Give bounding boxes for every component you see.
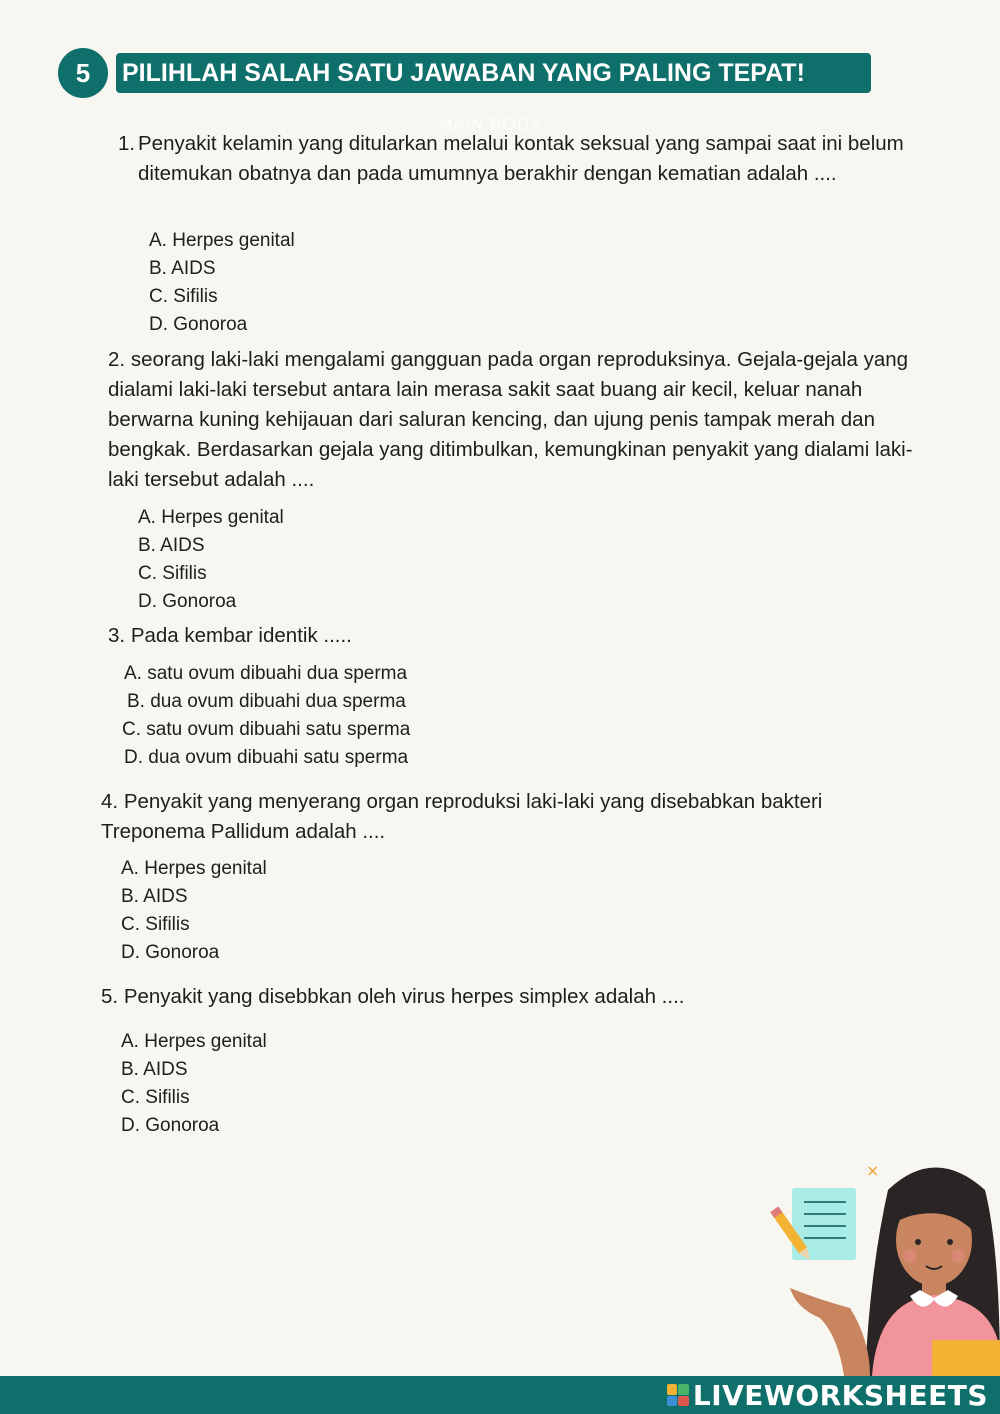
- question-4: [101, 787, 901, 847]
- option-c[interactable]: C. satu ovum dibuahi satu sperma: [122, 719, 411, 740]
- option-b[interactable]: B. AIDS: [121, 1059, 188, 1080]
- question-3-text: Pada kembar identik .....: [130, 624, 352, 647]
- girl-illustration: [760, 1150, 1000, 1376]
- question-4-number: 4.: [101, 790, 119, 813]
- question-5-number: 5.: [101, 985, 119, 1008]
- question-3-options: [122, 660, 410, 772]
- question-4-options: [121, 855, 267, 967]
- option-a[interactable]: A. satu ovum dibuahi dua sperma: [124, 663, 408, 684]
- option-c[interactable]: C. Sifilis: [121, 914, 190, 935]
- question-1-options: [149, 227, 295, 339]
- question-5-text: Penyakit yang disebbkan oleh virus herpes simplex adalah ....: [123, 985, 685, 1008]
- option-a[interactable]: A. Herpes genital: [121, 1031, 267, 1052]
- question-2-options: [138, 504, 284, 616]
- option-c[interactable]: C. Sifilis: [138, 563, 207, 584]
- option-d[interactable]: D. Gonoroa: [121, 1115, 220, 1136]
- question-5: [101, 982, 901, 1012]
- option-a[interactable]: A. Herpes genital: [138, 507, 284, 528]
- section-title: PILIHLAH SALAH SATU JAWABAN YANG PALING TEPAT!: [116, 53, 871, 93]
- section-number-badge: 5: [58, 48, 108, 98]
- question-2: [108, 345, 923, 495]
- option-d[interactable]: D. Gonoroa: [149, 314, 248, 335]
- question-1: [118, 129, 918, 189]
- sparkle-icon: ×: [866, 1161, 880, 1180]
- option-a[interactable]: A. Herpes genital: [121, 858, 267, 879]
- question-5-options: [121, 1028, 267, 1140]
- question-2-number: 2.: [108, 348, 126, 371]
- option-b[interactable]: B. dua ovum dibuahi dua sperma: [127, 691, 406, 712]
- liveworksheets-logo-icon: [667, 1384, 689, 1406]
- question-3: [108, 621, 908, 651]
- option-b[interactable]: B. AIDS: [121, 886, 188, 907]
- liveworksheets-brand[interactable]: [667, 1376, 988, 1414]
- question-2-text: seorang laki-laki mengalami gangguan pada organ reproduksinya. Gejala-gejala yang dialami laki-laki tersebut antara lain merasa sakit saat buang air kecil, keluar nanah berwarna kuning kehijauan dari saluran kencing, dan ujung penis tampak merah dan bengkak. Berdasarkan gejala yang ditimbulkan, kemungkinan penyakit yang dialami laki-laki tersebut adalah ....: [108, 348, 913, 491]
- option-d[interactable]: D. Gonoroa: [138, 591, 237, 612]
- question-1-text: Penyakit kelamin yang ditularkan melalui kontak seksual yang sampai saat ini belum ditemukan obatnya dan pada umumnya berakhir dengan kematian adalah ....: [138, 132, 904, 185]
- question-4-text: Penyakit yang menyerang organ reproduksi laki-laki yang disebabkan bakteri Treponema Pallidum adalah ....: [101, 790, 823, 843]
- option-b[interactable]: B. AIDS: [149, 258, 216, 279]
- faint-overlay-text: MAIN BODY: [438, 115, 543, 134]
- option-d[interactable]: D. Gonoroa: [121, 942, 220, 963]
- option-b[interactable]: B. AIDS: [138, 535, 205, 556]
- question-3-number: 3.: [108, 624, 126, 647]
- option-c[interactable]: C. Sifilis: [121, 1087, 190, 1108]
- question-1-number: 1.: [118, 132, 136, 155]
- option-c[interactable]: C. Sifilis: [149, 286, 218, 307]
- option-d[interactable]: D. dua ovum dibuahi satu sperma: [124, 747, 409, 768]
- brand-text: LIVEWORKSHEETS: [692, 1378, 988, 1412]
- option-a[interactable]: A. Herpes genital: [149, 230, 295, 251]
